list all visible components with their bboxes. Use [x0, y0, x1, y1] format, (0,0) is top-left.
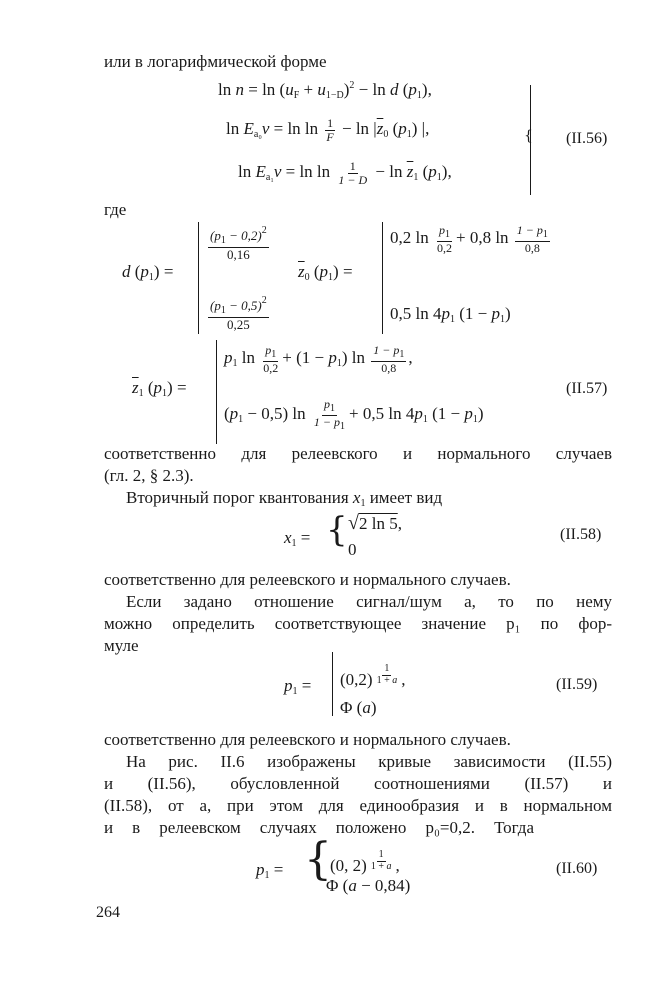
para4-line2: и (II.56), обусловленной соотношениями (II.57) и	[104, 774, 612, 793]
eq-60-case2: Φ (a − 0,84)	[326, 876, 411, 895]
eq-57-z0-brace	[382, 222, 383, 334]
eq-59-case1: (0,2) $\frac{1}{1 + a}$ ,	[340, 663, 406, 689]
eq-58-case1: √2 ln 5,	[348, 512, 402, 534]
eq-59-label: (II.59)	[556, 676, 598, 693]
eq-56-line2: $\ln E_{a_0}\nu = \ln \ln$ $\frac{1}{F}$ − $\ln |\overline{z}_0$ $(p_1)$ |,	[226, 116, 430, 144]
resp-text-3: соответственно для релеевского и нормального случаев.	[104, 730, 511, 749]
eq-60-label: (II.60)	[556, 860, 598, 877]
eq-57-z1-brace	[216, 340, 217, 444]
eq-57-d-brace	[198, 222, 199, 334]
eq-57-z0-case2: 0,5 $\ln 4p_1$ $(1 - p_1)$	[390, 304, 511, 325]
eq-57-z1-case2: $(p_1 - 0,5)$ ln $\frac{p_1}{1 - p_1}$ + 0,5 $\ln 4p_1$ $(1 - p_1)$	[224, 397, 484, 432]
eq-57-d-case2: $\frac{(p_1 - 0,5)^2}{0,25}$	[210, 295, 267, 332]
resp-text-1b: (гл. 2, § 2.3).	[104, 466, 194, 485]
resp-text-2: соответственно для релеевского и нормального случаев.	[104, 570, 511, 589]
page-number: 264	[96, 904, 120, 921]
para3-line3: муле	[104, 636, 139, 655]
eq-57-z1-lhs: $\overline{z}_1$ $(p_1)$ =	[132, 378, 187, 399]
eq-60-case1: (0, 2) $\frac{1}{1 + a}$ ,	[330, 849, 400, 875]
eq-60-lhs: $p_1$ =	[256, 860, 284, 881]
eq-56-brace-tip: {	[524, 128, 533, 144]
eq-58-brace: {	[326, 510, 348, 550]
para4-line3: (II.58), от a, при этом для единообразия и в нормальном	[104, 796, 612, 815]
secondary-threshold-text: Вторичный порог квантования $x_1$ имеет вид	[126, 488, 443, 509]
eq-57-d-lhs: d $(p_1)$ =	[122, 262, 174, 283]
eq-59-brace	[332, 652, 333, 716]
eq-58-label: (II.58)	[560, 526, 602, 543]
eq-60-brace: {	[304, 834, 332, 885]
para4-line1: На рис. II.6 изображены кривые зависимости (II.55)	[126, 752, 612, 771]
para3-line2: можно определить соответствующее значение p₁ по фор-	[104, 614, 612, 633]
eq-58-case2: 0	[348, 540, 357, 559]
para4-line4: и в релеевском случаях положено p₀=0,2. Тогда	[104, 818, 534, 837]
resp-text-1: соответственно для релеевского и нормального случаев	[104, 444, 612, 463]
eq-58-lhs: $x_1$ =	[284, 528, 311, 549]
eq-56-line1: $\ln n = \ln (u_F + u_{1-D})^2 - \ln d$ $(p_1)$,	[218, 80, 432, 101]
eq-57-z1-case1: $p_1$ ln $\frac{p_1}{0,2}$ + $(1 - p_1)$ ln $\frac{1 - p_1}{0,8}$ ,	[224, 343, 413, 375]
eq-57-d-case1: $\frac{(p_1 - 0,2)^2}{0,16}$	[210, 225, 267, 262]
intro-text: или в логарифмической форме	[104, 52, 327, 71]
para3-line1: Если задано отношение сигнал/шум a, то по нему	[126, 592, 612, 611]
eq-57-z0-case1: 0,2 ln $\frac{p_1}{0,2}$ + 0,8 ln $\frac{1 - p_1}{0,8}$	[390, 223, 548, 255]
eq-56-line3: $\ln E_{a_1}\nu = \ln \ln$ $\frac{1}{1 - D}$ − $\ln \overline{z}_1$ $(p_1)$,	[238, 159, 452, 187]
eq-56-label: (II.56)	[566, 130, 608, 147]
eq-59-case2: Φ (a)	[340, 698, 377, 717]
eq-57-label: (II.57)	[566, 380, 608, 397]
eq-59-lhs: $p_1$ =	[284, 676, 312, 697]
where-text: где	[104, 200, 127, 219]
eq-57-z0-lhs: $\overline{z}_0$ $(p_1)$ =	[298, 262, 353, 283]
